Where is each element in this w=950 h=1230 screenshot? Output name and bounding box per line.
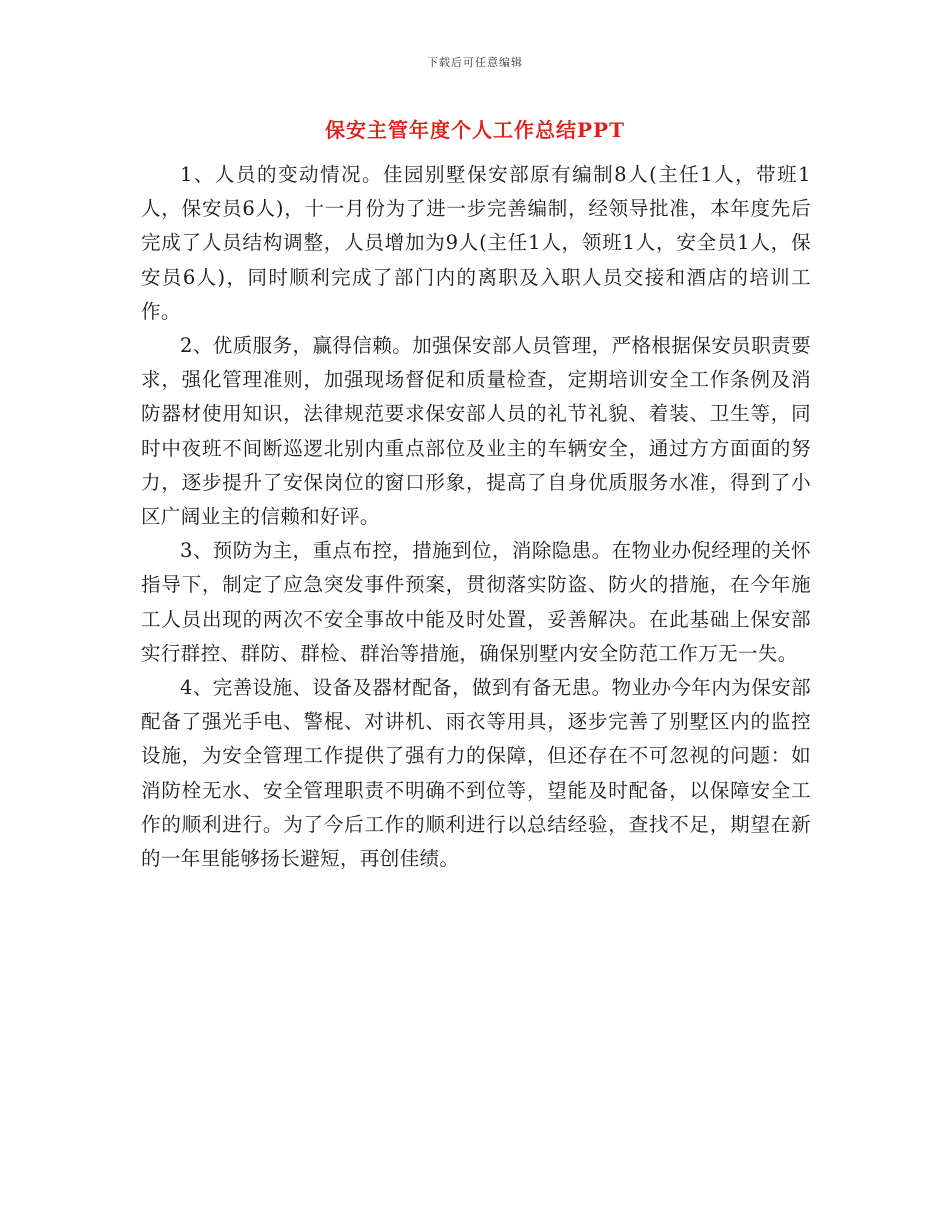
paragraph-2: 2、优质服务，赢得信赖。加强保安部人员管理，严格根据保安员职责要求，强化管理准则，加强现场督促和质量检查，定期培训安全工作条例及消防器材使用知识，法律规范要求保安部人员的礼节礼貌、着装、卫生等，同时中夜班不间断巡逻北别内重点部位及业主的车辆安全，通过方方面面的努力，逐步提升了安保岗位的窗口形象，提高了自身优质服务水准，得到了小区广阔业主的信赖和好评。 bbox=[141, 334, 811, 529]
header-note: 下载后可任意编辑 bbox=[427, 56, 523, 69]
paragraph-3: 3、预防为主，重点布控，措施到位，消除隐患。在物业办倪经理的关怀指导下，制定了应急突发事件预案，贯彻落实防盗、防火的措施，在今年施工人员出现的两次不安全事故中能及时处置，妥善解决。在此基础上保安部实行群控、群防、群检、群治等措施，确保别墅内安全防范工作万无一失。 bbox=[141, 539, 811, 665]
document-title: 保安主管年度个人工作总结PPT bbox=[325, 118, 625, 142]
document-body bbox=[141, 158, 811, 876]
paragraph-1: 1、人员的变动情况。佳园别墅保安部原有编制8人(主任1人，带班1人，保安员6人)，十一月份为了进一步完善编制，经领导批准，本年度先后完成了人员结构调整，人员增加为9人(主任1人，领班1人，安全员1人，保安员6人)，同时顺利完成了部门内的离职及入职人员交接和酒店的培训工作。 bbox=[141, 163, 811, 323]
paragraph-4: 4、完善设施、设备及器材配备，做到有备无患。物业办今年内为保安部配备了强光手电、警棍、对讲机、雨衣等用具，逐步完善了别墅区内的监控设施，为安全管理工作提供了强有力的保障，但还存在不可忽视的问题：如消防栓无水、安全管理职责不明确不到位等，望能及时配备，以保障安全工作的顺利进行。为了今后工作的顺利进行以总结经验，查找不足，期望在新的一年里能够扬长避短，再创佳绩。 bbox=[141, 676, 811, 871]
